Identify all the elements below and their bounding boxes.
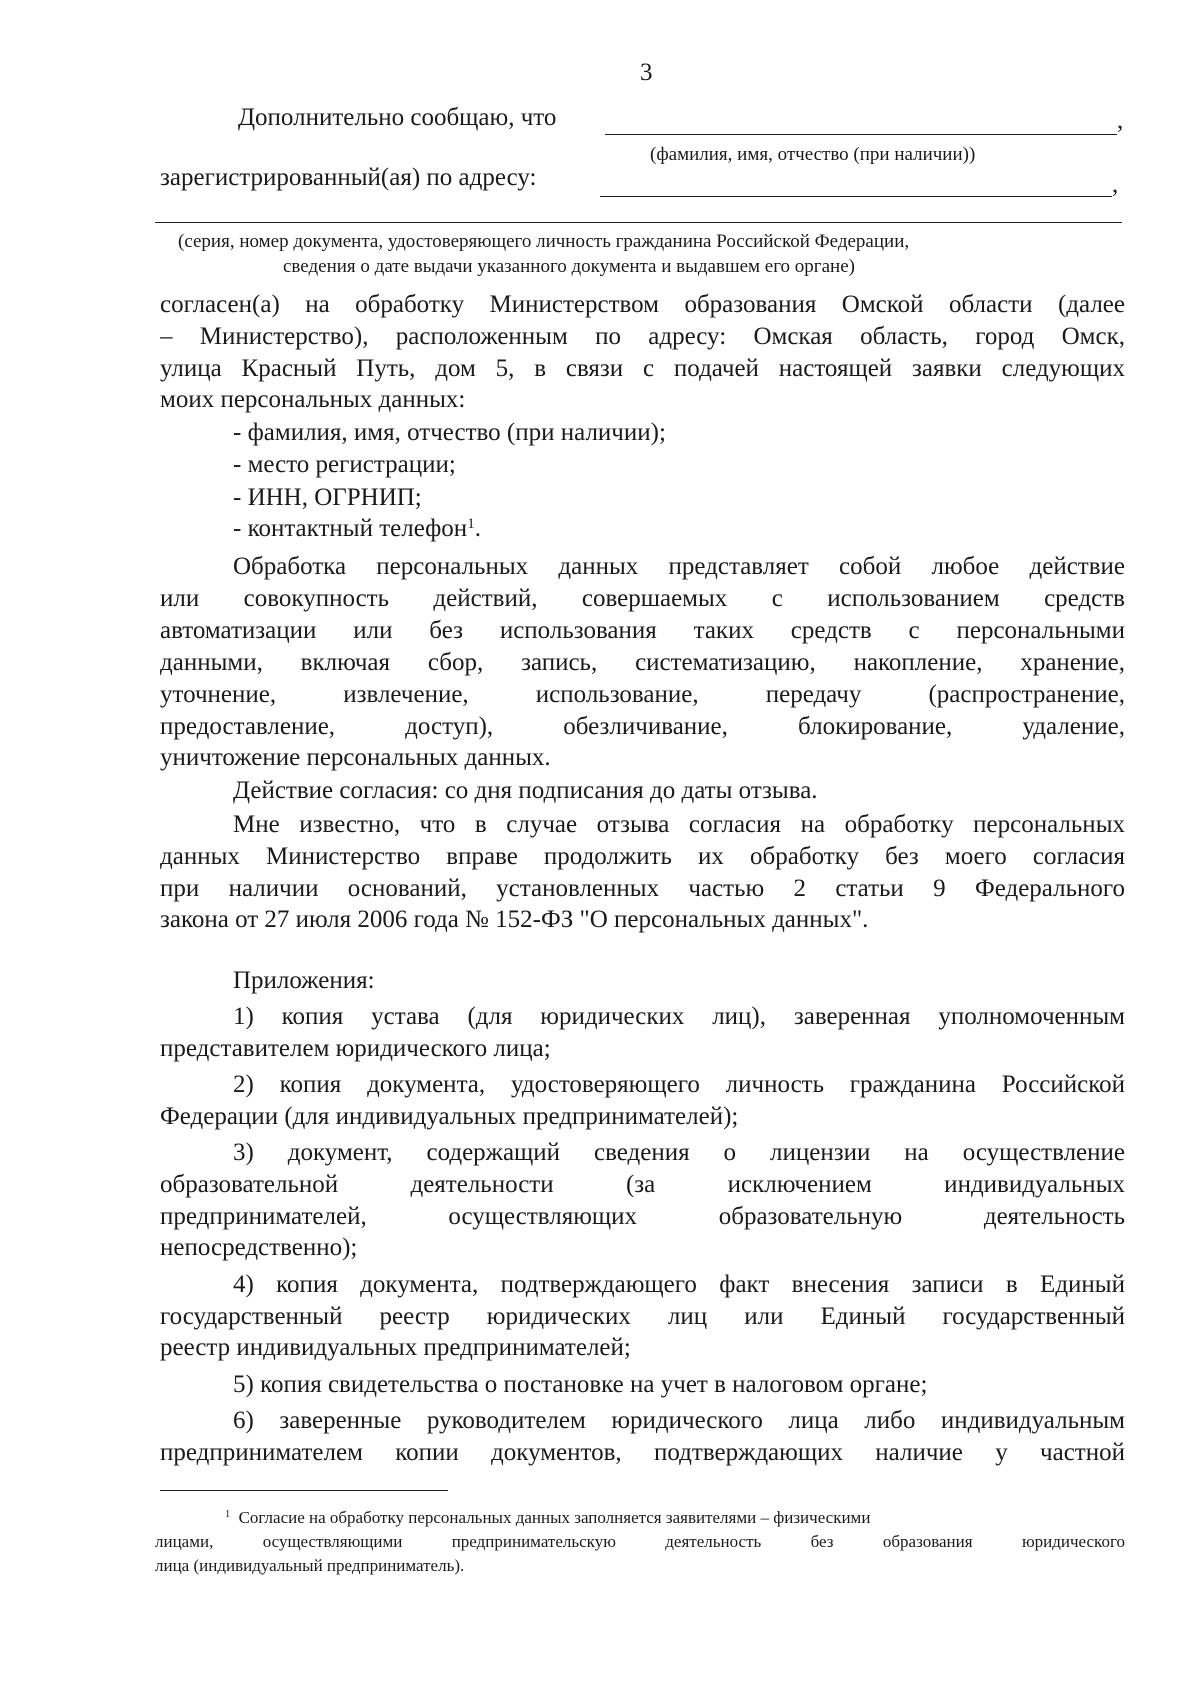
revocation-line-2: данных Министерство вправе продолжить их обработку без моего согласия xyxy=(160,843,1125,870)
attachment-line-2: представителем юридического лица; xyxy=(160,1035,551,1062)
attachment-line-1: 1) копия устава (для юридических лиц), заверенная уполномоченным xyxy=(233,1003,1125,1030)
footnote-line-3: лица (индивидуальный предприниматель). xyxy=(155,1556,465,1575)
name-blank-comma: , xyxy=(1117,107,1124,134)
revocation-line-3: при наличии оснований, установленных частью 2 статьи 9 Федерального xyxy=(160,875,1125,902)
footnote-separator xyxy=(160,1490,448,1491)
attachment-line-9: 4) копия документа, подтверждающего факт внесения записи в Единый xyxy=(233,1271,1125,1298)
attachment-line-12: 5) копия свидетельства о постановке на учет в налоговом органе; xyxy=(233,1371,928,1398)
consent-item-1: - фамилия, имя, отчество (при наличии); xyxy=(233,419,666,446)
processing-line-2: или совокупность действий, совершаемых с использованием средств xyxy=(160,585,1125,612)
intro-line-1: Дополнительно сообщаю, что xyxy=(238,104,557,131)
validity-line: Действие согласия: со дня подписания до даты отзыва. xyxy=(233,777,818,804)
attachment-line-10: государственный реестр юридических лиц или Единый государственный xyxy=(160,1303,1125,1330)
id-document-blank-line xyxy=(155,222,1122,223)
footnote-mark: 1 xyxy=(225,1509,231,1521)
consent-item-3: - ИНН, ОГРНИП; xyxy=(233,484,422,511)
attachment-line-3: 2) копия документа, удостоверяющего личность гражданина Российской xyxy=(233,1071,1125,1098)
footnote-text-1: Согласие на обработку персональных данных заполняется заявителями – физическими xyxy=(238,1508,871,1527)
attachment-line-4: Федерации (для индивидуальных предпринимателей); xyxy=(160,1103,739,1130)
attachment-line-7: предпринимателей, осуществляющих образовательную деятельность xyxy=(160,1203,1125,1230)
attachment-line-11: реестр индивидуальных предпринимателей; xyxy=(160,1334,631,1361)
id-caption-line-1: (серия, номер документа, удостоверяющего личность гражданина Российской Федерации, xyxy=(178,231,910,252)
id-caption-line-2: сведения о дате выдачи указанного документа и выдавшем его органе) xyxy=(283,256,855,277)
processing-line-4: данными, включая сбор, запись, систематизацию, накопление, хранение, xyxy=(160,649,1125,676)
address-blank-comma: , xyxy=(1112,171,1119,198)
processing-line-1: Обработка персональных данных представляет собой любое действие xyxy=(233,553,1125,580)
consent-item-4-text: - контактный телефон xyxy=(233,515,468,542)
footnote-line-1 xyxy=(225,1507,870,1529)
processing-line-7: уничтожение персональных данных. xyxy=(160,744,551,771)
attachment-line-5: 3) документ, содержащий сведения о лицензии на осуществление xyxy=(233,1139,1125,1166)
name-blank-line xyxy=(605,134,1117,135)
consent-line-1: согласен(а) на обработку Министерством образования Омской области (далее xyxy=(160,291,1125,318)
consent-line-2: – Министерство), расположенным по адресу: Омская область, город Омск, xyxy=(160,323,1125,350)
attachment-line-13: 6) заверенные руководителем юридического лица либо индивидуальным xyxy=(233,1407,1125,1434)
consent-item-4-end: . xyxy=(474,515,481,542)
attachment-line-14: предпринимателем копии документов, подтверждающих наличие у частной xyxy=(160,1439,1125,1466)
processing-line-3: автоматизации или без использования таких средств с персональными xyxy=(160,617,1125,644)
processing-line-5: уточнение, извлечение, использование, передачу (распространение, xyxy=(160,681,1125,708)
consent-line-4: моих персональных данных: xyxy=(160,386,466,413)
revocation-line-1: Мне известно, что в случае отзыва согласия на обработку персональных xyxy=(233,811,1125,838)
consent-item-4 xyxy=(233,514,481,544)
consent-line-3: улица Красный Путь, дом 5, в связи с подачей настоящей заявки следующих xyxy=(160,355,1125,382)
attachment-line-6: образовательной деятельности (за исключением индивидуальных xyxy=(160,1171,1125,1198)
intro-line-2: зарегистрированный(ая) по адресу: xyxy=(160,164,537,191)
address-blank-line xyxy=(600,196,1112,197)
footnote-ref: 1 xyxy=(467,515,475,532)
footnote-line-2: лицами, осуществляющими предпринимательскую деятельность без образования юридического xyxy=(155,1532,1125,1551)
attachment-line-8: непосредственно); xyxy=(160,1234,358,1261)
page-number: 3 xyxy=(640,59,653,86)
revocation-line-4: закона от 27 июля 2006 года № 152-ФЗ "О персональных данных". xyxy=(160,906,869,933)
attachments-heading: Приложения: xyxy=(233,967,375,994)
consent-item-2: - место регистрации; xyxy=(233,451,456,478)
name-caption: (фамилия, имя, отчество (при наличии)) xyxy=(650,144,976,165)
processing-line-6: предоставление, доступ), обезличивание, блокирование, удаление, xyxy=(160,713,1125,740)
